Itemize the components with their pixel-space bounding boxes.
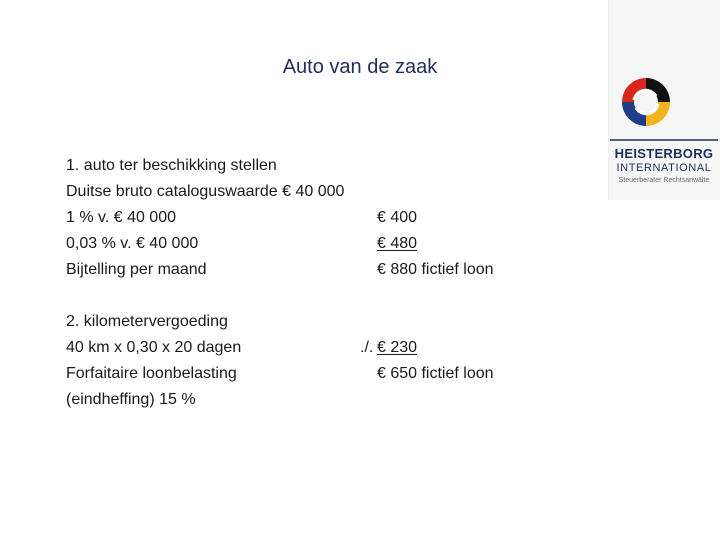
brand-name-line1: HEISTERBORG [614,146,714,161]
slide-title: Auto van de zaak [282,56,438,78]
section-1-heading: 1. auto ter beschikking stellen [66,157,277,174]
brand-tagline: Steuerberater Rechtsanwälte [618,177,710,184]
section-2-heading: 2. kilometervergoeding [66,313,228,330]
value-one-percent: € 400 [377,209,418,226]
one-percent-line: 1 % v. € 40 000 [66,209,176,226]
bijtelling-line: Bijtelling per maand [66,261,207,278]
value-bijtelling: € 880 fictief loon [377,261,494,278]
value-km-prefix: ./. [360,339,374,356]
value-forfaitair: € 650 fictief loon [377,365,494,382]
point-zero-three-percent-line: 0,03 % v. € 40 000 [66,235,199,252]
value-km: € 230 [377,339,418,356]
eindheffing-line: (eindheffing) 15 % [66,391,196,408]
catalog-value-line: Duitse bruto cataloguswaarde € 40 000 [66,183,345,200]
km-calculation-line: 40 km x 0,30 x 20 dagen [66,339,242,356]
value-point-zero-three-percent: € 480 [377,235,418,252]
forfaitaire-line: Forfaitaire loonbelasting [66,365,237,382]
brand-name-line2: INTERNATIONAL [616,162,712,174]
